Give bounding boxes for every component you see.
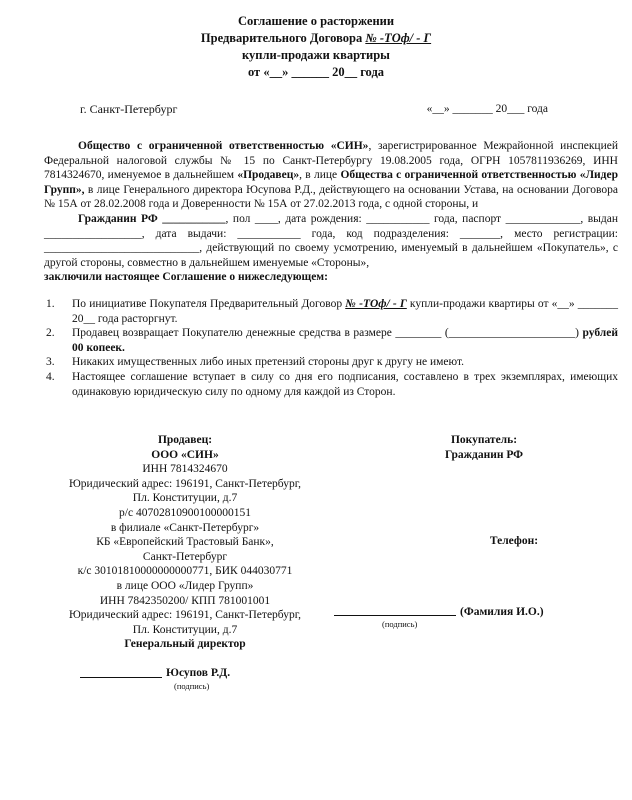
seller-line: к/с 30101810000000000771, БИК 044030771 [77,565,293,578]
title-line-1: Соглашение о расторжении [237,14,395,28]
title-line-2 [14,30,618,47]
document-title [14,13,618,81]
seller-heading: Продавец: [157,434,213,447]
seller-line: ИНН 7842350200/ КПП 781001001 [99,594,271,607]
title-line-2-prefix: Предварительного Договора [200,31,366,45]
contract-number: № -ТОф/ - Г [345,297,407,310]
party2-text: , пол ____, дата рождения: ___________ года, паспорт _____________, выдан _________________, дата выдачи: ___________ года, код подразделения: _______, место регистрации: ___________________________, действующий по своему усмотрению, именуемый в дальнейшем «Покупатель», с другой стороны, совместно в дальнейшем именуемые «Стороны», [44,212,618,269]
clause [44,370,618,399]
seller-line: в лице ООО «Лидер Групп» [116,580,254,593]
seller-line: в филиале «Санкт-Петербург» [110,521,260,534]
clause [44,326,618,355]
preamble [44,139,618,285]
seller-block [40,433,330,692]
clause-text: Никаких имущественных либо иных претензий стороны друг к другу не имеют. [72,356,464,369]
seller-line: Санкт-Петербург [142,550,228,563]
seller-signature-line [80,676,162,678]
clause-number: 1. [46,297,55,310]
seller-line: Юридический адрес: 196191, Санкт-Петербург, [68,609,302,622]
seller-line: Пл. Конституции, д.7 [132,623,238,636]
party1-text3: в лице Генерального директора Юсупова Р.Д., действующего на основании Устава, на основании Договора № 15А от 28.02.2008 года и Доверенности № 15А от 27.02.2013 года, с одной стороны, и [44,183,618,211]
party1-role: «Продавец» [237,169,300,182]
clauses-list [44,297,618,399]
buyer-block [364,433,604,692]
party1-text2: , в лице [299,169,341,182]
buyer-signature-line [334,614,456,616]
clause-text: Настоящее соглашение вступает в силу со дня его подписания, составлено в трех экземплярах, имеющих одинаковую юридическую силу по одному для каждой из Сторон. [72,370,618,398]
seller-signer: Юсупов Р.Д. [166,667,231,679]
party1-paragraph [44,139,618,212]
seller-line: КБ «Европейский Трастовый Банк», [96,536,274,549]
clause [44,355,618,370]
seller-line: Юридический адрес: 196191, Санкт-Петербург, [68,477,302,490]
clause-bold-text: рублей 00 копеек. [72,327,618,354]
seller-signature-row [40,666,330,681]
party1-representative: Общества с ограниченной ответственностью «Лидер Групп», [44,169,618,196]
buyer-fio-caption: (Фамилия И.О.) [460,605,544,618]
buyer-phone-label: Телефон: [489,535,539,548]
title-line-3: купли-продажи квартиры [242,48,390,62]
clause [44,297,618,326]
city-date-row [44,101,618,117]
party1-name: Общество с ограниченной ответственностью «СИН» [78,140,369,152]
clause-number: 4. [46,370,55,383]
buyer-heading: Покупатель: [450,434,518,447]
clause-text: купли-продажи квартиры от «__» _______ 20__ года расторгнут. [72,297,619,325]
signatures [40,433,618,692]
clause-text: Продавец возвращает Покупателю денежные средства в размере ________ (______________________) [72,327,580,340]
seller-line: ИНН 7814324670 [142,463,228,476]
concluded-line [44,270,618,285]
seller-line: Пл. Конституции, д.7 [132,492,238,505]
concluded-text: заключили настоящее Соглашение о нижеследующем: [44,271,328,284]
contract-number: № -ТОф/ - Г [365,31,432,45]
clause-number: 2. [46,327,55,340]
title-line-4: от «__» ______ 20__ года [247,65,385,79]
buyer-signature-row [334,605,604,620]
party2-paragraph [44,212,618,270]
city: г. Санкт-Петербург [80,102,178,116]
party1-text1: , зарегистрированное Межрайонной инспекцией Федеральной налоговой службы № 15 по Санкт-Петербургу 19.08.2005 года, ОГРН 1057811936269, ИНН 7814324670, именуемое в дальнейшем [44,140,619,182]
seller-signature-caption: (подпись) [174,680,210,691]
seller-position: Генеральный директор [124,638,246,651]
seller-line: р/с 40702810900100000151 [119,507,251,520]
seller-company: ООО «СИН» [151,448,219,461]
party2-name: Гражданин РФ ___________ [78,212,226,225]
document-date: «__» _______ 20___ года [426,103,548,115]
clause-number: 3. [46,356,55,369]
buyer-signature-caption: (подпись) [382,619,418,630]
clause-text: По инициативе Покупателя Предварительный Договор [72,297,346,310]
buyer-name: Гражданин РФ [444,448,524,461]
